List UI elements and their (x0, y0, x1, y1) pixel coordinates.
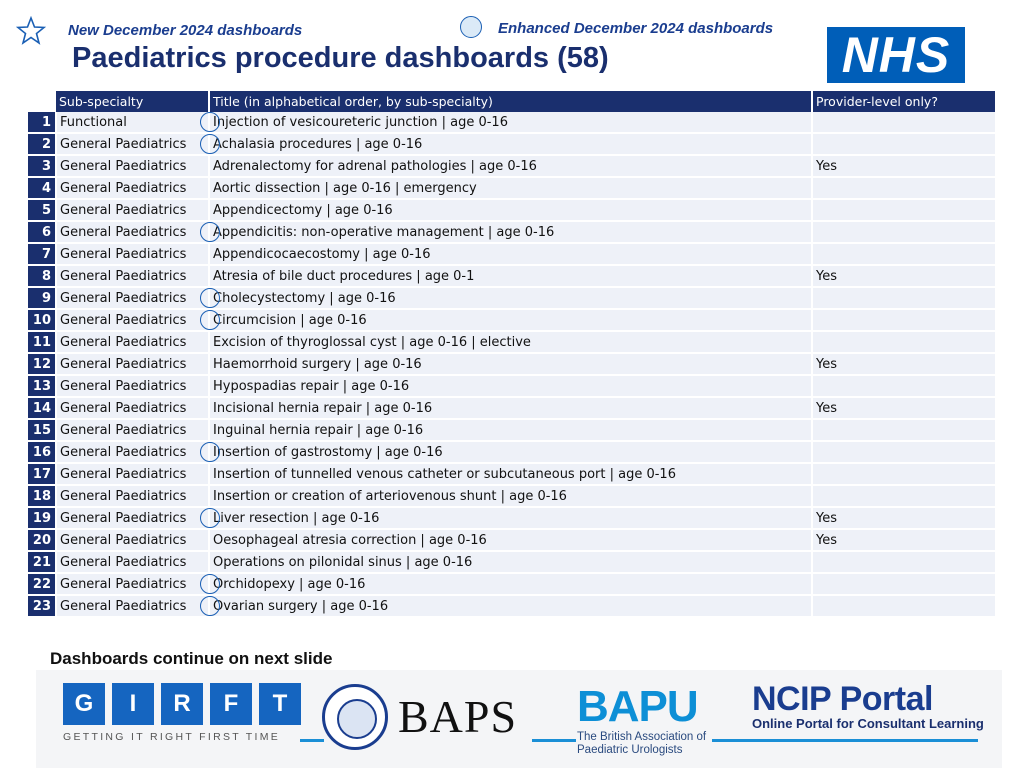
row-provider-level (812, 199, 996, 221)
bapu-subtitle-line-2: Paediatric Urologists (577, 744, 683, 756)
table-row (28, 309, 996, 331)
row-sub-specialty: General Paediatrics (56, 177, 209, 199)
table-header-row (28, 91, 996, 112)
row-number: 9 (28, 287, 56, 309)
row-sub-specialty: General Paediatrics (56, 507, 209, 529)
row-title: Appendicocaecostomy | age 0-16 (209, 243, 812, 265)
row-provider-level (812, 309, 996, 331)
row-number: 20 (28, 529, 56, 551)
row-provider-level (812, 375, 996, 397)
bapu-subtitle-line-1: The British Association of (577, 731, 707, 743)
table-row (28, 419, 996, 441)
table-row (28, 112, 996, 133)
table-row (28, 463, 996, 485)
row-title: Incisional hernia repair | age 0-16 (209, 397, 812, 419)
footer-divider (300, 739, 324, 742)
table-row (28, 133, 996, 155)
row-number: 8 (28, 265, 56, 287)
table-row (28, 353, 996, 375)
table-row (28, 485, 996, 507)
bapu-logo: BAPU (577, 682, 698, 731)
table-row (28, 441, 996, 463)
row-title: Operations on pilonidal sinus | age 0-16 (209, 551, 812, 573)
footer-divider (712, 739, 978, 742)
row-sub-specialty: General Paediatrics (56, 595, 209, 617)
row-provider-level: Yes (812, 397, 996, 419)
row-title: Excision of thyroglossal cyst | age 0-16 | elective (209, 331, 812, 353)
row-title: Atresia of bile duct procedures | age 0-1 (209, 265, 812, 287)
table-row (28, 331, 996, 353)
ncip-portal-logo: NCIP Portal (752, 680, 933, 718)
enhanced-dashboard-circle-icon (460, 16, 482, 38)
row-number: 14 (28, 397, 56, 419)
row-sub-specialty: General Paediatrics (56, 573, 209, 595)
nhs-logo: NHS (827, 27, 965, 83)
girft-letter: R (161, 683, 203, 725)
row-number: 6 (28, 221, 56, 243)
enhanced-dashboard-circle-icon (200, 112, 220, 132)
row-sub-specialty: General Paediatrics (56, 529, 209, 551)
row-provider-level (812, 287, 996, 309)
table-row (28, 155, 996, 177)
table-row (28, 529, 996, 551)
row-provider-level: Yes (812, 507, 996, 529)
row-sub-specialty: General Paediatrics (56, 199, 209, 221)
row-sub-specialty: General Paediatrics (56, 331, 209, 353)
row-sub-specialty: General Paediatrics (56, 551, 209, 573)
row-sub-specialty: General Paediatrics (56, 243, 209, 265)
row-number: 23 (28, 595, 56, 617)
enhanced-dashboard-circle-icon (200, 222, 220, 242)
girft-letter: G (63, 683, 105, 725)
table-row (28, 221, 996, 243)
row-provider-level (812, 595, 996, 617)
row-title: Insertion of gastrostomy | age 0-16 (209, 441, 812, 463)
row-number: 1 (28, 112, 56, 133)
baps-logo: BAPS (398, 691, 518, 742)
enhanced-dashboard-circle-icon (200, 596, 220, 616)
row-provider-level (812, 551, 996, 573)
row-provider-level (812, 573, 996, 595)
row-sub-specialty: General Paediatrics (56, 133, 209, 155)
row-provider-level (812, 133, 996, 155)
row-sub-specialty: General Paediatrics (56, 265, 209, 287)
row-number: 21 (28, 551, 56, 573)
row-provider-level (812, 177, 996, 199)
row-provider-level: Yes (812, 353, 996, 375)
row-number: 11 (28, 331, 56, 353)
row-number: 4 (28, 177, 56, 199)
row-title: Achalasia procedures | age 0-16 (209, 133, 812, 155)
row-provider-level (812, 331, 996, 353)
girft-letter: I (112, 683, 154, 725)
row-provider-level (812, 243, 996, 265)
table-row (28, 595, 996, 617)
row-number: 22 (28, 573, 56, 595)
dashboards-table (28, 91, 997, 618)
row-title: Aortic dissection | age 0-16 | emergency (209, 177, 812, 199)
row-provider-level (812, 485, 996, 507)
row-title: Ovarian surgery | age 0-16 (209, 595, 812, 617)
row-title: Appendicectomy | age 0-16 (209, 199, 812, 221)
row-sub-specialty: General Paediatrics (56, 397, 209, 419)
bapu-subtitle (577, 731, 706, 757)
row-sub-specialty: General Paediatrics (56, 221, 209, 243)
header-number (28, 91, 56, 112)
page-title: Paediatrics procedure dashboards (58) (72, 42, 609, 74)
row-number: 7 (28, 243, 56, 265)
table-row (28, 507, 996, 529)
continue-note: Dashboards continue on next slide (50, 649, 333, 668)
row-number: 19 (28, 507, 56, 529)
row-title: Hypospadias repair | age 0-16 (209, 375, 812, 397)
row-number: 3 (28, 155, 56, 177)
row-sub-specialty: General Paediatrics (56, 287, 209, 309)
row-sub-specialty: Functional (56, 112, 209, 133)
row-title: Insertion of tunnelled venous catheter or subcutaneous port | age 0-16 (209, 463, 812, 485)
row-title: Adrenalectomy for adrenal pathologies | age 0-16 (209, 155, 812, 177)
girft-letter: T (259, 683, 301, 725)
table-row (28, 265, 996, 287)
row-sub-specialty: General Paediatrics (56, 419, 209, 441)
row-sub-specialty: General Paediatrics (56, 463, 209, 485)
row-provider-level (812, 112, 996, 133)
row-provider-level: Yes (812, 529, 996, 551)
table-row (28, 287, 996, 309)
association-seal-logo (322, 684, 388, 750)
table-row (28, 375, 996, 397)
row-sub-specialty: General Paediatrics (56, 485, 209, 507)
ncip-portal-subtitle: Online Portal for Consultant Learning (752, 716, 984, 731)
row-number: 18 (28, 485, 56, 507)
row-number: 12 (28, 353, 56, 375)
header-provider-level: Provider-level only? (812, 91, 996, 112)
row-sub-specialty: General Paediatrics (56, 309, 209, 331)
girft-letter: F (210, 683, 252, 725)
row-sub-specialty: General Paediatrics (56, 155, 209, 177)
row-provider-level (812, 463, 996, 485)
legend-enhanced-label: Enhanced December 2024 dashboards (498, 20, 774, 37)
row-number: 5 (28, 199, 56, 221)
row-provider-level (812, 419, 996, 441)
enhanced-dashboard-circle-icon (200, 288, 220, 308)
row-title: Liver resection | age 0-16 (209, 507, 812, 529)
row-title: Haemorrhoid surgery | age 0-16 (209, 353, 812, 375)
row-title: Insertion or creation of arteriovenous shunt | age 0-16 (209, 485, 812, 507)
table-row (28, 199, 996, 221)
table-row (28, 397, 996, 419)
legend-new-label: New December 2024 dashboards (68, 22, 303, 39)
row-number: 16 (28, 441, 56, 463)
row-number: 15 (28, 419, 56, 441)
enhanced-dashboard-circle-icon (200, 574, 220, 594)
row-number: 13 (28, 375, 56, 397)
table-row (28, 573, 996, 595)
row-number: 10 (28, 309, 56, 331)
table-row (28, 551, 996, 573)
header-title: Title (in alphabetical order, by sub-specialty) (209, 91, 812, 112)
table-row (28, 243, 996, 265)
row-sub-specialty: General Paediatrics (56, 353, 209, 375)
row-sub-specialty: General Paediatrics (56, 375, 209, 397)
row-title: Appendicitis: non-operative management | age 0-16 (209, 221, 812, 243)
girft-tagline: GETTING IT RIGHT FIRST TIME (63, 731, 281, 743)
row-provider-level (812, 221, 996, 243)
row-title: Cholecystectomy | age 0-16 (209, 287, 812, 309)
row-title: Oesophageal atresia correction | age 0-16 (209, 529, 812, 551)
row-provider-level: Yes (812, 265, 996, 287)
enhanced-dashboard-circle-icon (200, 508, 220, 528)
row-provider-level (812, 441, 996, 463)
row-title: Circumcision | age 0-16 (209, 309, 812, 331)
enhanced-dashboard-circle-icon (200, 310, 220, 330)
row-title: Injection of vesicoureteric junction | age 0-16 (209, 112, 812, 133)
new-dashboard-star-icon (16, 16, 46, 46)
header-sub-specialty: Sub-specialty (56, 91, 209, 112)
row-title: Orchidopexy | age 0-16 (209, 573, 812, 595)
footer-divider (532, 739, 576, 742)
enhanced-dashboard-circle-icon (200, 442, 220, 462)
row-title: Inguinal hernia repair | age 0-16 (209, 419, 812, 441)
row-number: 2 (28, 133, 56, 155)
enhanced-dashboard-circle-icon (200, 134, 220, 154)
row-provider-level: Yes (812, 155, 996, 177)
row-sub-specialty: General Paediatrics (56, 441, 209, 463)
row-number: 17 (28, 463, 56, 485)
table-row (28, 177, 996, 199)
